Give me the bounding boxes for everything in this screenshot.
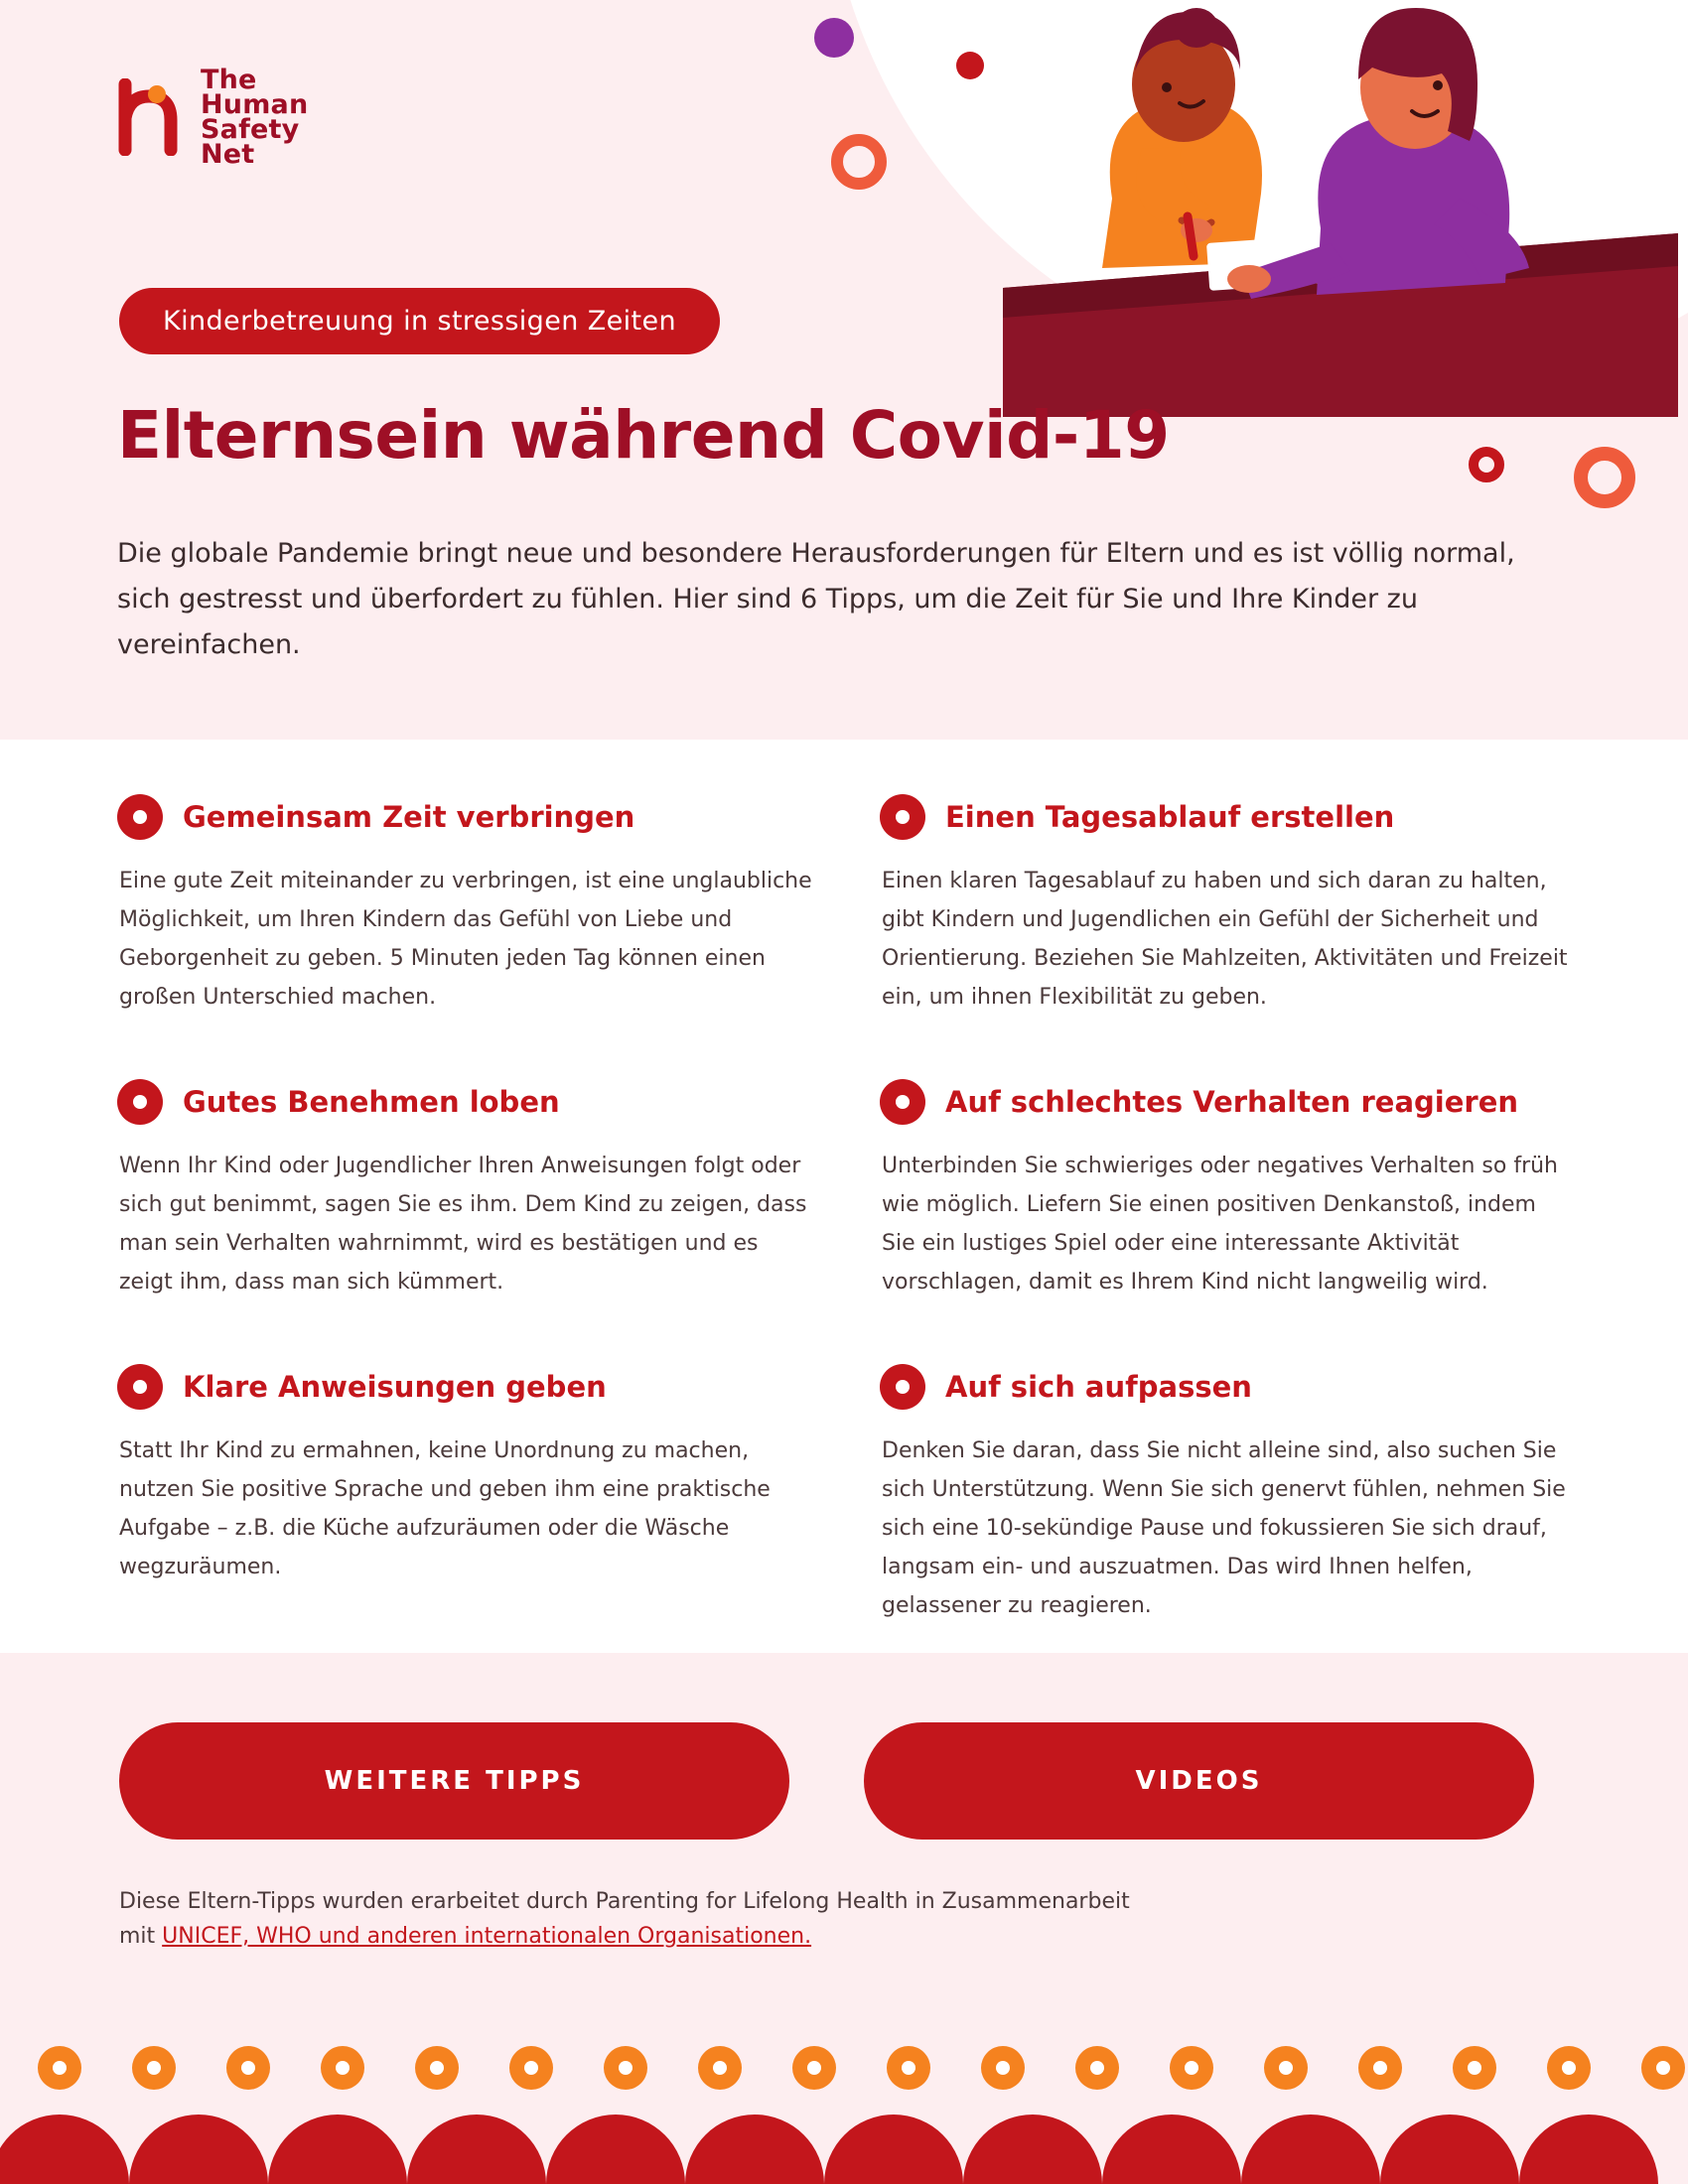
tip-card [117,1364,812,1625]
category-badge[interactable]: Kinderbetreuung in stressigen Zeiten [119,288,720,354]
tip-title: Auf sich aufpassen [945,1370,1252,1404]
tip-title: Einen Tagesablauf erstellen [945,800,1395,834]
bullet-dot-icon [880,1364,925,1410]
logo-text [201,65,309,170]
footer-wave-decoration [0,2040,1688,2184]
tip-header [880,1079,1575,1125]
partners-link[interactable]: UNICEF, WHO und anderen internationalen Organisationen. [162,1924,812,1949]
bullet-dot-icon [117,794,163,840]
decorative-ring-orange-large [1574,447,1635,508]
tip-title: Klare Anweisungen geben [183,1370,607,1404]
page-title: Elternsein während Covid-19 [117,397,1170,474]
tip-card [880,1079,1575,1301]
bullet-dot-icon [880,1079,925,1125]
tip-title: Gutes Benehmen loben [183,1085,560,1119]
h-logo-icon [117,78,183,156]
tip-header [880,794,1575,840]
tip-card [117,794,812,1017]
bullet-dot-icon [880,794,925,840]
hero-section [0,0,1688,740]
hero-subtitle: Die globale Pandemie bringt neue und besondere Herausforderungen für Eltern und es ist völlig normal, sich gestresst und überfordert zu fühlen. Hier sind 6 Tipps, um die Zeit für Sie und Ihre Kinder zu vereinfachen. [117,538,1515,660]
credit-line-2-prefix: mit [119,1924,163,1949]
logo-line-4: Net [201,139,255,170]
decorative-ring-red [1469,447,1504,482]
videos-button[interactable]: VIDEOS [864,1722,1534,1840]
tip-title: Auf schlechtes Verhalten reagieren [945,1085,1519,1119]
decorative-dot-red-small [956,52,984,79]
tip-body: Unterbinden Sie schwieriges oder negatives Verhalten so früh wie möglich. Liefern Sie einen positiven Denkanstoß, indem Sie ein lustiges Spiel oder eine interessante Aktivität vorschlagen, damit es Ihrem Kind nicht langweilig wird. [882,1154,1559,1295]
cta-row [119,1722,1534,1840]
more-tips-button[interactable]: WEITERE TIPPS [119,1722,789,1840]
tip-body: Eine gute Zeit miteinander zu verbringen, ist eine unglaubliche Möglichkeit, um Ihren Kindern das Gefühl von Liebe und Geborgenheit zu geben. 5 Minuten jeden Tag können einen großen Unterschied machen. [119,869,812,1010]
tip-card [880,794,1575,1017]
logo-line-2: Human [201,89,309,120]
tip-body: Wenn Ihr Kind oder Jugendlicher Ihren Anweisungen folgt oder sich gut benimmt, sagen Sie es ihm. Dem Kind zu zeigen, dass man sein Verhalten wahrnimmt, wird es bestätigen und es zeigt ihm, dass man sich kümmert. [119,1154,807,1295]
decorative-dot-purple [814,18,854,58]
tip-body: Statt Ihr Kind zu ermahnen, keine Unordnung zu machen, nutzen Sie positive Sprache und geben ihm eine praktische Aufgabe – z.B. die Küche aufzuräumen oder die Wäsche wegzuräumen. [119,1438,771,1579]
tip-body: Denken Sie daran, dass Sie nicht alleine sind, also suchen Sie sich Unterstützung. Wenn Sie sich genervt fühlen, nehmen Sie sich eine 10-sekündige Pause und fokussieren Sie sich drauf, langsam ein- und auszuatmen. Das wird Ihnen helfen, gelassener zu reagieren. [882,1438,1566,1618]
tip-header [117,1364,812,1410]
logo-line-1: The [201,65,257,95]
tip-header [880,1364,1575,1410]
bullet-dot-icon [117,1364,163,1410]
logo-line-3: Safety [201,114,300,145]
tip-header [117,794,812,840]
tip-header [117,1079,812,1125]
tip-title: Gemeinsam Zeit verbringen [183,800,635,834]
tip-body: Einen klaren Tagesablauf zu haben und sich daran zu halten, gibt Kindern und Jugendlichen ein Gefühl der Sicherheit und Orientierung. Beziehen Sie Mahlzeiten, Aktivitäten und Freizeit ein, um ihnen Flexibilität zu geben. [882,869,1568,1010]
tip-card [117,1079,812,1301]
tips-section [0,740,1688,1653]
credit-text [119,1884,1410,1954]
tips-grid [117,794,1571,1688]
bullet-dot-icon [117,1079,163,1125]
logo[interactable] [117,65,309,170]
decorative-ring-orange [831,134,887,190]
credit-line-1: Diese Eltern-Tipps wurden erarbeitet durch Parenting for Lifelong Health in Zusammenarbeit [119,1889,1130,1914]
tip-card [880,1364,1575,1625]
hero-illustration [993,0,1688,417]
